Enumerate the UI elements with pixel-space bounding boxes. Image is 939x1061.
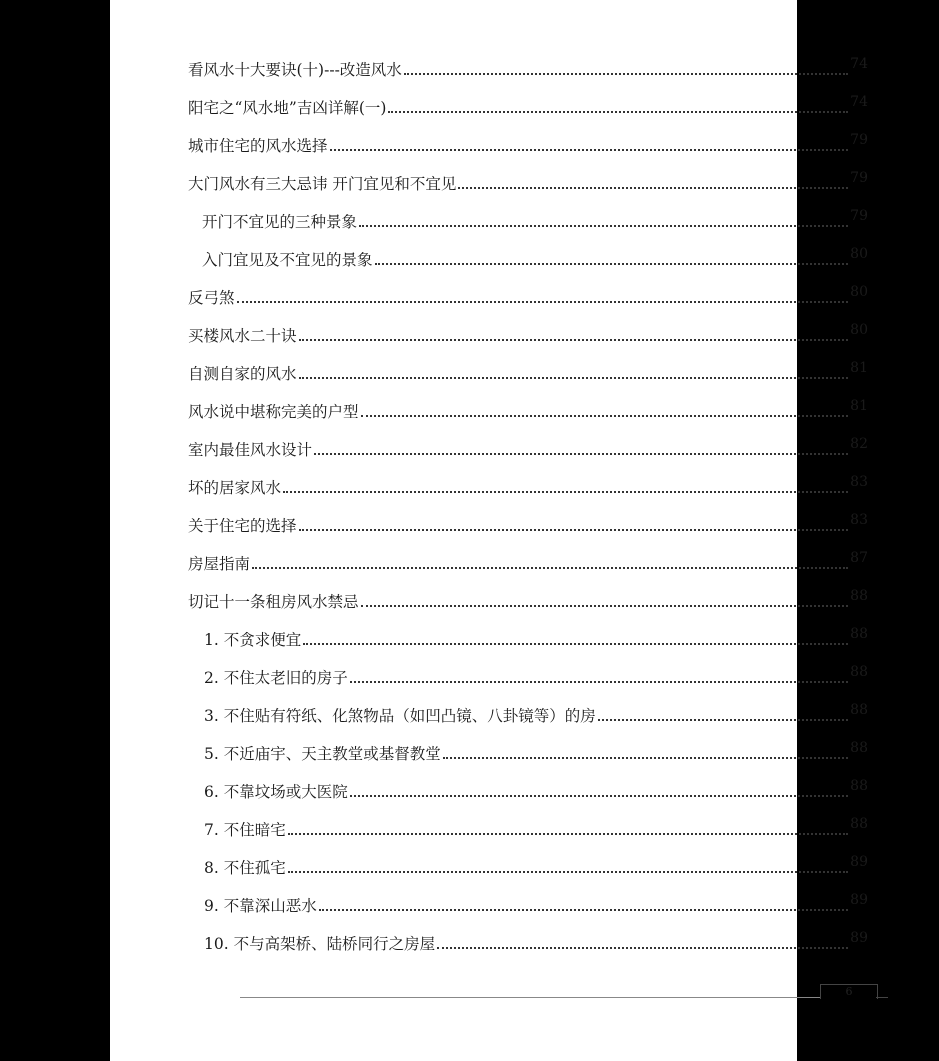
toc-entry [188,462,868,500]
toc-entry-title: 买楼风水二十诀 [188,327,297,345]
toc-entry [188,538,868,576]
toc-leader-dots [314,453,848,455]
toc-entry [188,272,868,310]
toc-entry [188,728,868,766]
toc-leader-dots [375,263,848,265]
toc-entry-page: 80 [850,246,868,262]
toc-entry-title: 坏的居家风水 [188,479,282,497]
toc-entry-page: 88 [850,626,868,642]
toc-entry-page: 89 [850,930,868,946]
toc-leader-dots [361,605,848,607]
toc-entry-page: 88 [850,702,868,718]
toc-entry-title: 开门不宜见的三种景象 [202,213,358,231]
toc-entry-page: 79 [850,208,868,224]
toc-entry [188,500,868,538]
toc-entry-page: 80 [850,284,868,300]
footer-rule-tail [876,997,888,998]
toc-leader-dots [350,681,848,683]
toc-entry-page: 74 [850,56,868,72]
toc-leader-dots [237,301,848,303]
toc-entry-page: 88 [850,588,868,604]
toc-entry [188,614,868,652]
toc-entry [188,82,868,120]
toc-entry-page: 89 [850,892,868,908]
toc-leader-dots [350,795,848,797]
toc-entry [188,652,868,690]
toc-entry-page: 87 [850,550,868,566]
toc-entry-page: 79 [850,170,868,186]
toc-entry-page: 82 [850,436,868,452]
toc-entry-title: 6. 不靠坟场或大医院 [204,783,348,801]
toc-entry-title: 7. 不住暗宅 [204,821,286,839]
toc-entry [188,196,868,234]
toc-entry-page: 81 [850,360,868,376]
toc-entry-title: 室内最佳风水设计 [188,441,313,459]
toc-entry [188,424,868,462]
toc-entry-page: 88 [850,664,868,680]
toc-entry-page: 88 [850,778,868,794]
toc-leader-dots [319,909,848,911]
toc-leader-dots [299,339,848,341]
toc-entry-page: 74 [850,94,868,110]
toc-entry-page: 88 [850,816,868,832]
toc-leader-dots [359,225,848,227]
toc-leader-dots [299,377,848,379]
toc-leader-dots [437,947,848,949]
toc-entry [188,576,868,614]
toc-leader-dots [288,871,848,873]
toc-entry-title: 自测自家的风水 [188,365,297,383]
toc-entry [188,386,868,424]
toc-leader-dots [598,719,848,721]
toc-entry-title: 入门宜见及不宜见的景象 [202,251,373,269]
toc-entry-title: 切记十一条租房风水禁忌 [188,593,359,611]
toc-leader-dots [443,757,848,759]
page-number: 6 [845,985,853,998]
toc-entry-title: 城市住宅的风水选择 [188,137,328,155]
toc-entry-title: 风水说中堪称完美的户型 [188,403,359,421]
toc-leader-dots [404,73,848,75]
toc-entry [188,918,868,956]
toc-entry-title: 阳宅之“风水地”吉凶详解(一) [188,99,387,117]
toc-leader-dots [361,415,848,417]
toc-entry-title: 反弓煞 [188,289,235,307]
toc-entry [188,842,868,880]
table-of-contents [188,44,868,956]
toc-entry-page: 79 [850,132,868,148]
toc-entry [188,804,868,842]
toc-entry-page: 80 [850,322,868,338]
toc-entry-page: 83 [850,512,868,528]
toc-entry [188,690,868,728]
toc-entry-title: 看风水十大要诀(十)---改造风水 [188,61,402,79]
toc-entry-title: 关于住宅的选择 [188,517,297,535]
toc-entry-title: 3. 不住贴有符纸、化煞物品（如凹凸镜、八卦镜等）的房 [204,707,596,725]
toc-entry-title: 2. 不住太老旧的房子 [204,669,348,687]
toc-entry [188,880,868,918]
toc-entry-title: 5. 不近庙宇、天主教堂或基督教堂 [204,745,441,763]
document-page [110,0,868,1061]
toc-leader-dots [458,187,848,189]
toc-leader-dots [252,567,848,569]
toc-leader-dots [388,111,848,113]
toc-entry-title: 9. 不靠深山恶水 [204,897,317,915]
toc-entry [188,44,868,82]
toc-entry-title: 大门风水有三大忌讳 开门宜见和不宜见 [188,175,457,193]
footer-rule [240,997,820,998]
toc-entry-title: 房屋指南 [188,555,251,573]
toc-entry [188,348,868,386]
toc-entry-title: 1. 不贪求便宜 [204,631,302,649]
toc-entry [188,234,868,272]
toc-entry-title: 10. 不与高架桥、陆桥同行之房屋 [204,935,436,953]
toc-leader-dots [299,529,848,531]
toc-entry-page: 88 [850,740,868,756]
toc-entry [188,766,868,804]
page-number-box [820,984,878,999]
toc-entry [188,310,868,348]
toc-entry-title: 8. 不住孤宅 [204,859,286,877]
toc-entry-page: 89 [850,854,868,870]
toc-leader-dots [303,643,848,645]
toc-leader-dots [283,491,848,493]
toc-leader-dots [330,149,848,151]
toc-entry-page: 81 [850,398,868,414]
toc-entry [188,120,868,158]
toc-entry-page: 83 [850,474,868,490]
toc-leader-dots [288,833,848,835]
toc-entry [188,158,868,196]
